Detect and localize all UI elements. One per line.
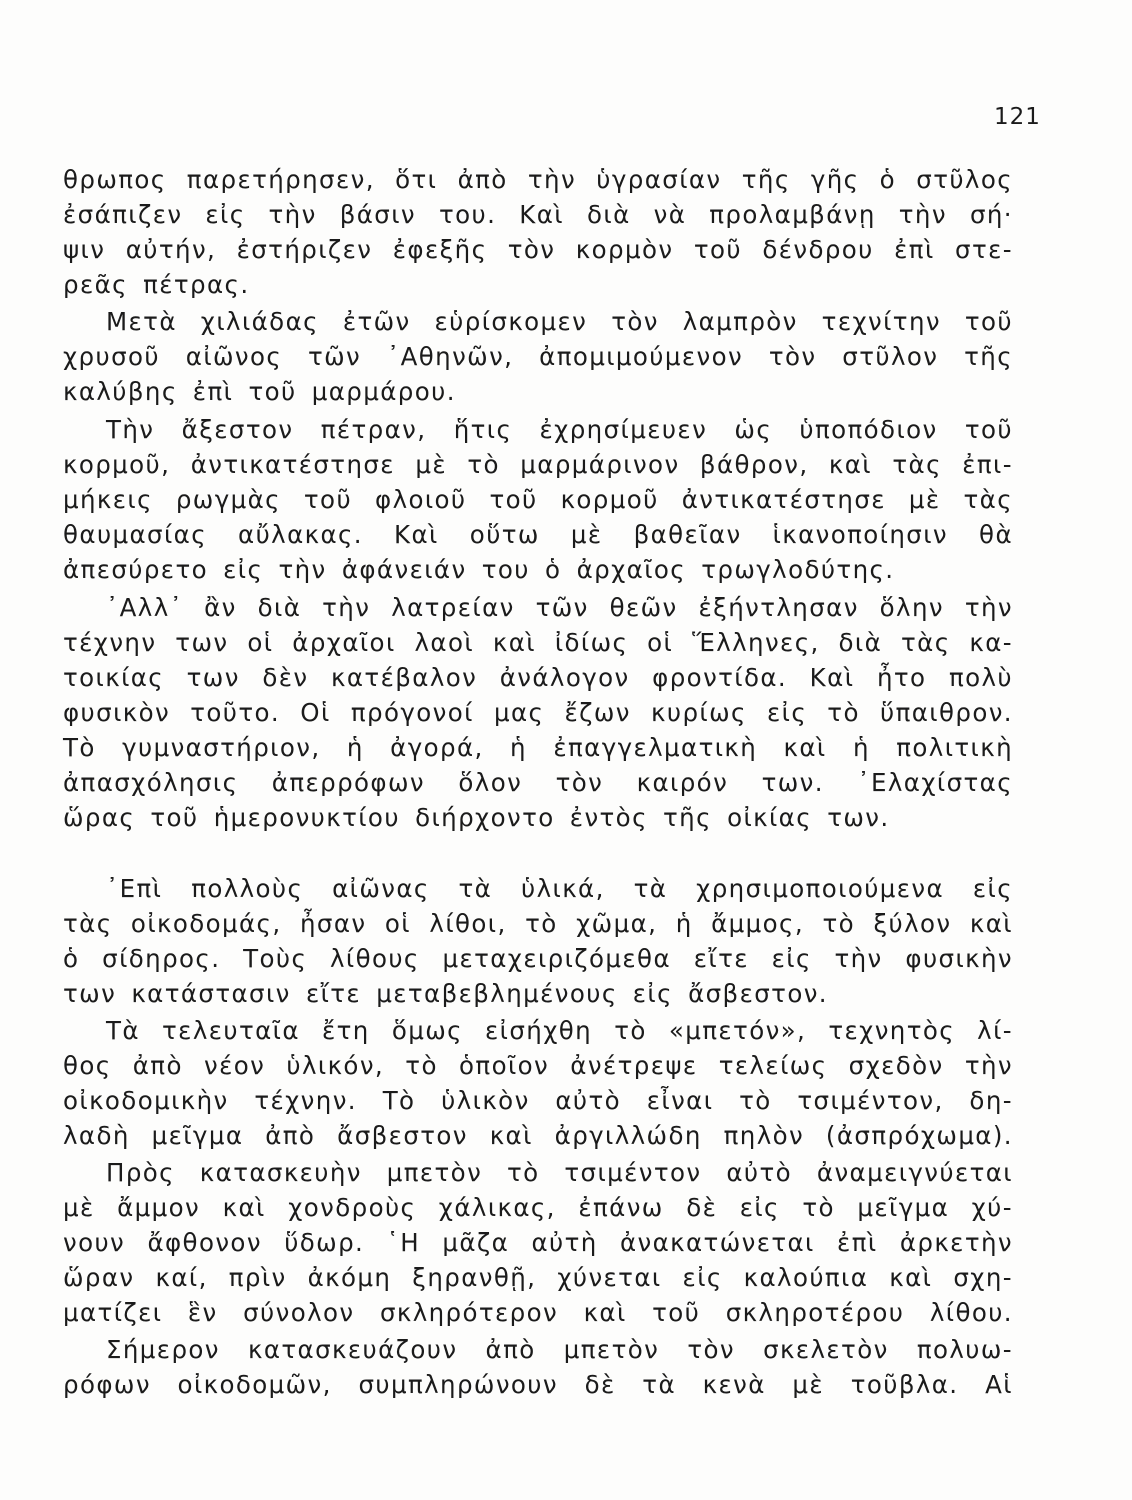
text-line: ὥραν καί, πρὶν ἀκόμη ξηρανθῇ, χύνεται εἰς καλούπια καὶ σχη-	[63, 1263, 1013, 1292]
text-line: θος ἀπὸ νέον ὑλικόν, τὸ ὁποῖον ἀνέτρεψε τελείως σχεδὸν τὴν	[63, 1051, 1013, 1080]
text-line: φυσικὸν τοῦτο. Οἱ πρόγονοί μας ἔζων κυρίως εἰς τὸ ὕπαιθρον.	[63, 698, 1013, 727]
text-line: ματίζει ἓν σύνολον σκληρότερον καὶ τοῦ σκληροτέρου λίθου.	[63, 1298, 1013, 1327]
text-line: Σήμερον κατασκευάζουν ἀπὸ μπετὸν τὸν σκελετὸν πολυω-	[106, 1335, 1013, 1364]
text-line: λαδὴ μεῖγμα ἀπὸ ἄσβεστον καὶ ἀργιλλώδη πηλὸν (ἀσπρόχωμα).	[63, 1121, 1013, 1150]
page-number: 121	[994, 104, 1041, 130]
text-line: τοικίας των δὲν κατέβαλον ἀνάλογον φροντίδα. Καὶ ἦτο πολὺ	[63, 663, 1013, 692]
text-line: Τὸ γυμναστήριον, ἡ ἀγορά, ἡ ἐπαγγελματικὴ καὶ ἡ πολιτικὴ	[63, 733, 1013, 762]
text-line: τὰς οἰκοδομάς, ἦσαν οἱ λίθοι, τὸ χῶμα, ἡ ἄμμος, τὸ ξύλον καὶ	[63, 909, 1013, 938]
text-line: Πρὸς κατασκευὴν μπετὸν τὸ τσιμέντον αὐτὸ ἀναμειγνύεται	[106, 1158, 1013, 1187]
text-line: μὲ ἄμμον καὶ χονδροὺς χάλικας, ἐπάνω δὲ εἰς τὸ μεῖγμα χύ-	[63, 1193, 1013, 1222]
text-line: ἐσάπιζεν εἰς τὴν βάσιν του. Καὶ διὰ νὰ προλαμβάνῃ τὴν σή·	[63, 200, 1013, 229]
text-line: Μετὰ χιλιάδας ἐτῶν εὑρίσκομεν τὸν λαμπρὸν τεχνίτην τοῦ	[106, 307, 1013, 336]
text-line: κορμοῦ, ἀντικατέστησε μὲ τὸ μαρμάρινον βάθρον, καὶ τὰς ἐπι-	[63, 450, 1013, 479]
text-line: ᾿Επὶ πολλοὺς αἰῶνας τὰ ὑλικά, τὰ χρησιμοποιούμενα εἰς	[106, 874, 1013, 903]
text-line: ὥρας τοῦ ἡμερονυκτίου διήρχοντο ἐντὸς τῆς οἰκίας των.	[63, 803, 890, 832]
text-line: μήκεις ρωγμὰς τοῦ φλοιοῦ τοῦ κορμοῦ ἀντικατέστησε μὲ τὰς	[63, 485, 1013, 514]
text-line: νουν ἄφθονον ὕδωρ. ῾Η μᾶζα αὐτὴ ἀνακατώνεται ἐπὶ ἀρκετὴν	[63, 1228, 1013, 1257]
text-line: των κατάστασιν εἴτε μεταβεβλημένους εἰς ἄσβεστον.	[63, 979, 828, 1008]
text-line: ρεᾶς πέτρας.	[63, 270, 250, 299]
text-line: ψιν αὐτήν, ἐστήριζεν ἐφεξῆς τὸν κορμὸν τοῦ δένδρου ἐπὶ στε-	[63, 235, 1013, 264]
text-line: ἀπασχόλησις ἀπερρόφων ὅλον τὸν καιρόν των. ᾿Ελαχίστας	[63, 768, 1013, 797]
text-line: ᾿Αλλ᾿ ἂν διὰ τὴν λατρείαν τῶν θεῶν ἐξήντλησαν ὅλην τὴν	[106, 593, 1013, 622]
text-line: ὁ σίδηρος. Τοὺς λίθους μεταχειριζόμεθα εἴτε εἰς τὴν φυσικὴν	[63, 944, 1013, 973]
text-line: θαυμασίας αὔλακας. Καὶ οὕτω μὲ βαθεῖαν ἱκανοποίησιν θὰ	[63, 520, 1013, 549]
text-line: τέχνην των οἱ ἀρχαῖοι λαοὶ καὶ ἰδίως οἱ Ἕλληνες, διὰ τὰς κα-	[63, 628, 1013, 657]
text-line: ρόφων οἰκοδομῶν, συμπληρώνουν δὲ τὰ κενὰ μὲ τοῦβλα. Αἱ	[63, 1370, 1013, 1399]
text-line: χρυσοῦ αἰῶνος τῶν ᾿Αθηνῶν, ἀπομιμούμενον τὸν στῦλον τῆς	[63, 342, 1013, 371]
text-line: θρωπος παρετήρησεν, ὅτι ἀπὸ τὴν ὑγρασίαν τῆς γῆς ὁ στῦλος	[63, 165, 1013, 194]
text-line: Τὰ τελευταῖα ἔτη ὅμως εἰσήχθη τὸ «μπετόν», τεχνητὸς λί-	[106, 1016, 1013, 1045]
text-line: καλύβης ἐπὶ τοῦ μαρμάρου.	[63, 377, 456, 406]
text-line: οἰκοδομικὴν τέχνην. Τὸ ὑλικὸν αὐτὸ εἶναι τὸ τσιμέντον, δη-	[63, 1086, 1013, 1115]
text-line: ἀπεσύρετο εἰς τὴν ἀφάνειάν του ὁ ἀρχαῖος τρωγλοδύτης.	[63, 555, 895, 584]
text-line: Τὴν ἄξεστον πέτραν, ἥτις ἐχρησίμευεν ὡς ὑποπόδιον τοῦ	[106, 415, 1013, 444]
